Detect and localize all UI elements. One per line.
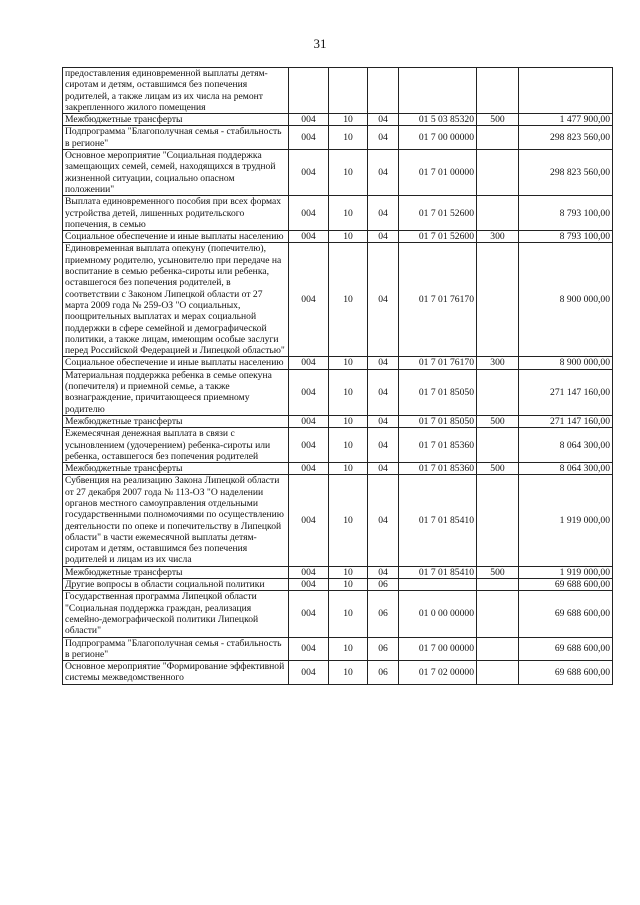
row-subsection: 04 [368, 231, 399, 243]
row-expense-type: 500 [477, 566, 519, 578]
row-amount [519, 68, 613, 114]
row-section: 10 [329, 415, 368, 427]
row-section: 10 [329, 114, 368, 126]
row-admin-code: 004 [289, 126, 329, 150]
row-amount: 69 688 600,00 [519, 591, 613, 637]
row-subsection: 06 [368, 591, 399, 637]
row-section: 10 [329, 475, 368, 566]
row-section: 10 [329, 231, 368, 243]
row-admin-code: 004 [289, 150, 329, 196]
row-amount: 69 688 600,00 [519, 661, 613, 685]
row-expense-type [477, 475, 519, 566]
table-row [63, 231, 613, 243]
row-admin-code: 004 [289, 637, 329, 661]
row-subsection: 04 [368, 357, 399, 369]
row-expense-type: 500 [477, 114, 519, 126]
row-section: 10 [329, 357, 368, 369]
table-row [63, 415, 613, 427]
row-description: Субвенция на реализацию Закона Липецкой области от 27 декабря 2007 года № 113-ОЗ "О наделении органов местного самоуправления отдельными государственными полномочиями по осуществлению деятельности по опеке и попечительству в Липецкой области" в части ежемесячной выплаты детям-сиротам и детям, оставшимся без попечения родителей и лицам из их числа [63, 475, 289, 566]
table-row [63, 126, 613, 150]
row-description: Социальное обеспечение и иные выплаты населению [63, 357, 289, 369]
row-target-article: 01 7 01 85360 [399, 463, 477, 475]
table-row [63, 369, 613, 415]
row-amount: 271 147 160,00 [519, 369, 613, 415]
row-description: Другие вопросы в области социальной политики [63, 579, 289, 591]
row-description: Государственная программа Липецкой области "Социальная поддержка граждан, реализация семейно-демографической политики Липецкой области" [63, 591, 289, 637]
row-admin-code: 004 [289, 463, 329, 475]
row-expense-type: 500 [477, 415, 519, 427]
row-amount: 8 900 000,00 [519, 243, 613, 357]
table-row [63, 661, 613, 685]
page-number: 31 [313, 36, 327, 51]
row-target-article: 01 7 01 85410 [399, 566, 477, 578]
row-description: предоставления единовременной выплаты детям-сиротам и детям, оставшимся без попечения родителей, а также лицам из их числа на ремонт закрепленного жилого помещения [63, 68, 289, 114]
row-subsection: 04 [368, 428, 399, 463]
row-admin-code: 004 [289, 415, 329, 427]
row-section: 10 [329, 579, 368, 591]
row-description: Межбюджетные трансферты [63, 566, 289, 578]
row-subsection: 04 [368, 126, 399, 150]
row-expense-type [477, 150, 519, 196]
row-admin-code: 004 [289, 475, 329, 566]
row-amount: 1 919 000,00 [519, 475, 613, 566]
row-amount: 8 793 100,00 [519, 196, 613, 231]
row-expense-type: 500 [477, 463, 519, 475]
table-row [63, 463, 613, 475]
row-expense-type [477, 428, 519, 463]
row-subsection: 04 [368, 415, 399, 427]
table-row [63, 428, 613, 463]
row-description: Подпрограмма "Благополучная семья - стабильность в регионе" [63, 126, 289, 150]
row-amount: 69 688 600,00 [519, 579, 613, 591]
row-target-article: 01 7 02 00000 [399, 661, 477, 685]
row-subsection: 04 [368, 475, 399, 566]
row-expense-type [477, 579, 519, 591]
row-admin-code: 004 [289, 369, 329, 415]
row-target-article [399, 68, 477, 114]
row-amount: 271 147 160,00 [519, 415, 613, 427]
row-section: 10 [329, 637, 368, 661]
row-target-article: 01 7 00 00000 [399, 637, 477, 661]
row-subsection: 04 [368, 114, 399, 126]
table-row [63, 196, 613, 231]
row-subsection: 04 [368, 150, 399, 196]
row-section: 10 [329, 566, 368, 578]
row-target-article [399, 579, 477, 591]
row-description: Межбюджетные трансферты [63, 415, 289, 427]
row-subsection [368, 68, 399, 114]
row-target-article: 01 0 00 00000 [399, 591, 477, 637]
row-section: 10 [329, 661, 368, 685]
row-subsection: 06 [368, 661, 399, 685]
row-expense-type [477, 68, 519, 114]
row-section: 10 [329, 591, 368, 637]
row-expense-type [477, 369, 519, 415]
row-expense-type: 300 [477, 357, 519, 369]
row-amount: 1 477 900,00 [519, 114, 613, 126]
row-expense-type: 300 [477, 231, 519, 243]
row-section: 10 [329, 463, 368, 475]
row-admin-code: 004 [289, 357, 329, 369]
row-admin-code: 004 [289, 196, 329, 231]
row-amount: 8 064 300,00 [519, 463, 613, 475]
table-row [63, 591, 613, 637]
row-section [329, 68, 368, 114]
row-description: Ежемесячная денежная выплата в связи с усыновлением (удочерением) ребенка-сироты или ребенка, оставшегося без попечения родителей [63, 428, 289, 463]
row-subsection: 04 [368, 463, 399, 475]
row-subsection: 04 [368, 243, 399, 357]
row-amount: 69 688 600,00 [519, 637, 613, 661]
row-target-article: 01 7 01 85050 [399, 369, 477, 415]
row-admin-code: 004 [289, 566, 329, 578]
row-amount: 8 793 100,00 [519, 231, 613, 243]
row-description: Межбюджетные трансферты [63, 114, 289, 126]
row-description: Основное мероприятие "Социальная поддержка замещающих семей, семей, находящихся в трудной жизненной ситуации, социально опасном положении" [63, 150, 289, 196]
row-subsection: 04 [368, 369, 399, 415]
row-description: Межбюджетные трансферты [63, 463, 289, 475]
row-target-article: 01 7 01 85360 [399, 428, 477, 463]
row-target-article: 01 5 03 85320 [399, 114, 477, 126]
table-row [63, 68, 613, 114]
row-description: Подпрограмма "Благополучная семья - стабильность в регионе" [63, 637, 289, 661]
row-amount: 298 823 560,00 [519, 126, 613, 150]
row-expense-type [477, 591, 519, 637]
table-row [63, 579, 613, 591]
row-expense-type [477, 126, 519, 150]
row-amount: 298 823 560,00 [519, 150, 613, 196]
row-admin-code: 004 [289, 243, 329, 357]
row-target-article: 01 7 01 76170 [399, 243, 477, 357]
row-section: 10 [329, 196, 368, 231]
table-row [63, 114, 613, 126]
row-expense-type [477, 661, 519, 685]
row-section: 10 [329, 428, 368, 463]
row-subsection: 04 [368, 566, 399, 578]
table-row [63, 357, 613, 369]
row-expense-type [477, 243, 519, 357]
row-subsection: 06 [368, 637, 399, 661]
row-target-article: 01 7 01 76170 [399, 357, 477, 369]
row-description: Социальное обеспечение и иные выплаты населению [63, 231, 289, 243]
row-admin-code: 004 [289, 591, 329, 637]
row-subsection: 06 [368, 579, 399, 591]
table-row [63, 243, 613, 357]
row-amount: 1 919 000,00 [519, 566, 613, 578]
row-section: 10 [329, 369, 368, 415]
row-description: Основное мероприятие "Формирование эффективной системы межведомственного [63, 661, 289, 685]
row-section: 10 [329, 243, 368, 357]
row-subsection: 04 [368, 196, 399, 231]
row-admin-code [289, 68, 329, 114]
row-target-article: 01 7 01 52600 [399, 231, 477, 243]
row-section: 10 [329, 150, 368, 196]
row-admin-code: 004 [289, 114, 329, 126]
row-admin-code: 004 [289, 231, 329, 243]
row-target-article: 01 7 01 00000 [399, 150, 477, 196]
row-admin-code: 004 [289, 579, 329, 591]
row-target-article: 01 7 01 85410 [399, 475, 477, 566]
table-row [63, 475, 613, 566]
row-expense-type [477, 637, 519, 661]
row-target-article: 01 7 01 52600 [399, 196, 477, 231]
table-row [63, 637, 613, 661]
row-amount: 8 900 000,00 [519, 357, 613, 369]
row-admin-code: 004 [289, 428, 329, 463]
row-expense-type [477, 196, 519, 231]
row-description: Выплата единовременного пособия при всех формах устройства детей, лишенных родительского попечения, в семью [63, 196, 289, 231]
budget-table [62, 67, 613, 685]
row-description: Единовременная выплата опекуну (попечителю), приемному родителю, усыновителю при передаче на воспитание в семью ребенка-сироты или ребенка, оставшегося без попечения родителей, в соответствии с Законом Липецкой области от 27 марта 2009 года № 259-ОЗ "О социальных, поощрительных выплатах и мерах социальной поддержки в сфере семейной и демографической политики, а также лицам, имеющим особые заслуги перед Российской Федерацией и Липецкой областью" [63, 243, 289, 357]
row-target-article: 01 7 00 00000 [399, 126, 477, 150]
row-target-article: 01 7 01 85050 [399, 415, 477, 427]
table-row [63, 150, 613, 196]
row-admin-code: 004 [289, 661, 329, 685]
table-row [63, 566, 613, 578]
row-description: Материальная поддержка ребенка в семье опекуна (попечителя) и приемной семье, а также вознаграждение, причитающееся приемному родителю [63, 369, 289, 415]
row-section: 10 [329, 126, 368, 150]
row-amount: 8 064 300,00 [519, 428, 613, 463]
